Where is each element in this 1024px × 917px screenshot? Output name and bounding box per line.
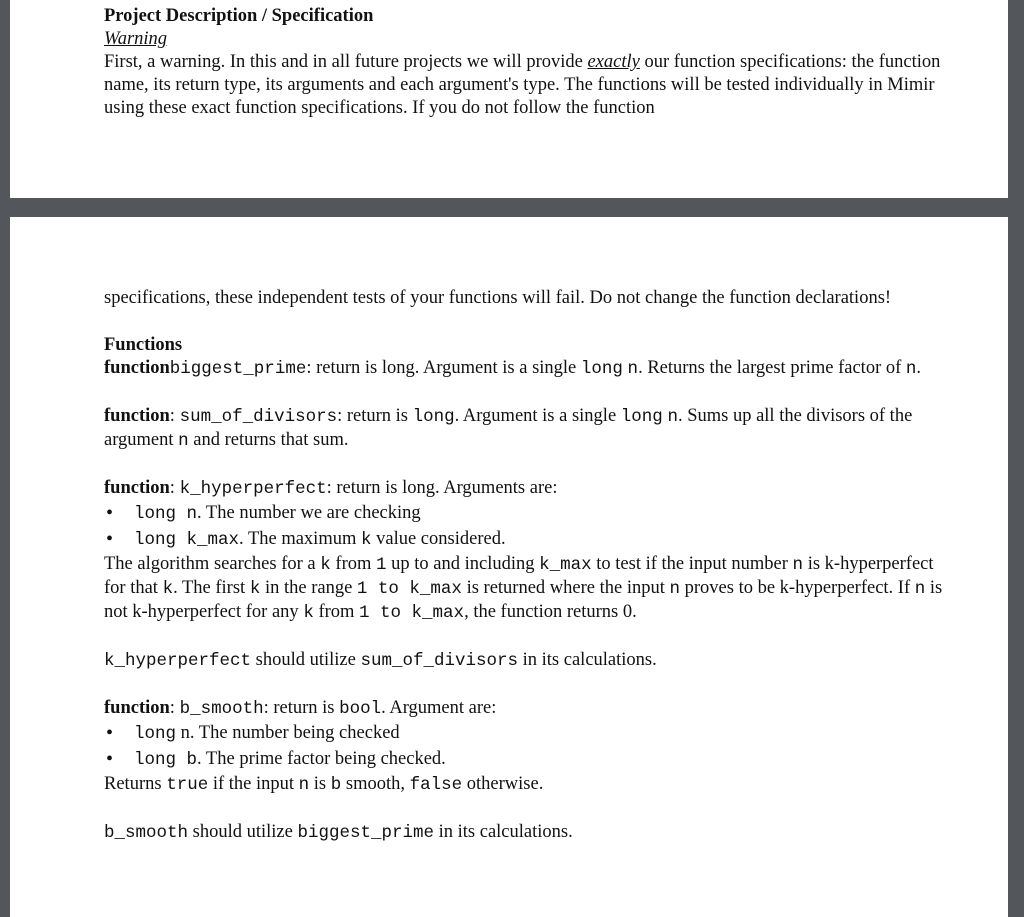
- continued-paragraph: specifications, these independent tests of your functions will fail. Do not change the function declarations!: [104, 288, 892, 308]
- warning-paragraph: First, a warning. In this and in all future projects we will provide exactly our function specifications: the function name, its return type, its arguments and each argument's type. The functions will be tested individually in Mimir using these exact function specifications. If you do not follow the function: [104, 52, 941, 118]
- warning-title: Warning: [104, 29, 168, 49]
- b-smooth-note: b_smooth should utilize biggest_prime in its calculations.: [104, 822, 573, 843]
- list-item: • long n. The number we are checking: [104, 501, 948, 527]
- page-2-content: [104, 287, 948, 869]
- list-item: • long b. The prime factor being checked.: [104, 747, 948, 773]
- b-smooth-returns: Returns true if the input n is b smooth, false otherwise.: [104, 774, 544, 795]
- list-item: • long n. The number being checked: [104, 721, 948, 747]
- k-hyperperfect-signature: function: k_hyperperfect: return is long. Arguments are:: [104, 478, 558, 499]
- function-k-hyperperfect: [104, 477, 948, 673]
- section-heading: Project Description / Specification: [104, 6, 374, 26]
- k-hyperperfect-algorithm: The algorithm searches for a k from 1 up to and including k_max to test if the input number n is k-hyperperfect for that k. The first k in the range 1 to k_max is returned where the input n proves to be k-hyperperfect. If n is not k-hyperperfect for any k from 1 to k_max, the function returns 0.: [104, 554, 943, 623]
- b-smooth-args: [104, 721, 948, 773]
- page-1-content: [104, 5, 948, 120]
- list-item: • long k_max. The maximum k value considered.: [104, 527, 948, 553]
- function-b-smooth: [104, 697, 948, 845]
- k-hyperperfect-note: k_hyperperfect should utilize sum_of_divisors in its calculations.: [104, 650, 657, 671]
- b-smooth-signature: function: b_smooth: return is bool. Argument are:: [104, 698, 497, 719]
- function-sum-of-divisors: function: sum_of_divisors: return is long. Argument is a single long n. Sums up all the divisors of the argument n and returns that sum.: [104, 406, 913, 451]
- document-page-1: [10, 0, 1008, 198]
- functions-heading: Functions: [104, 335, 183, 355]
- function-biggest-prime: functionbiggest_prime: return is long. Argument is a single long n. Returns the largest prime factor of n.: [104, 358, 922, 379]
- document-page-2: [10, 217, 1008, 917]
- k-hyperperfect-args: [104, 501, 948, 553]
